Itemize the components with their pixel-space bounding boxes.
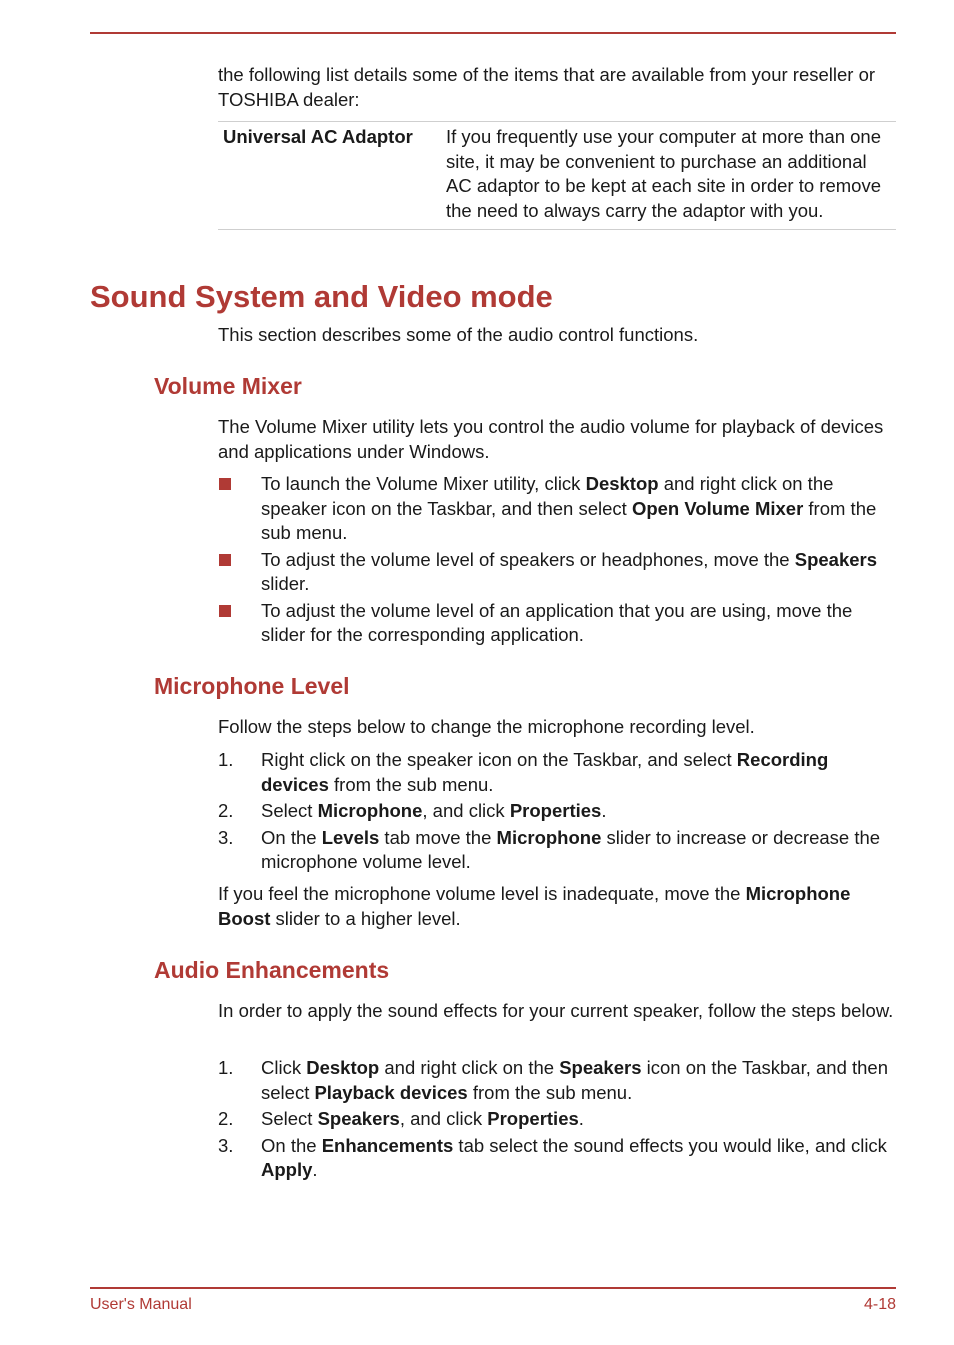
- step-text: [261, 1057, 888, 1103]
- bold-term: Properties: [487, 1108, 579, 1129]
- step-text: [261, 827, 880, 873]
- section-title: Sound System and Video mode: [90, 279, 553, 314]
- section-intro: This section describes some of the audio control functions.: [218, 324, 699, 345]
- list-item: [218, 1107, 896, 1132]
- audio-enhancements-steps: [218, 1056, 896, 1185]
- bullet-square-icon: [219, 605, 231, 617]
- text-run: , and click: [422, 800, 510, 821]
- text-run: .: [601, 800, 607, 821]
- intro-paragraph: the following list details some of the items that are available from your reseller or TOSHIBA dealer:: [218, 64, 876, 110]
- bold-term: Microphone: [317, 800, 423, 821]
- volume-mixer-heading: Volume Mixer: [154, 373, 302, 399]
- microphone-level-body: Follow the steps below to change the microphone recording level.: [218, 716, 755, 737]
- list-item: [218, 799, 896, 824]
- header-rule: [90, 32, 896, 34]
- step-number: 3.: [218, 1134, 234, 1156]
- bold-term: Properties: [509, 800, 602, 821]
- audio-enhancements-body: In order to apply the sound effects for your current speaker, follow the steps below.: [218, 1000, 894, 1021]
- microphone-boost-note: [218, 882, 896, 931]
- text-run: Select: [261, 800, 318, 821]
- audio-enhancements-heading: Audio Enhancements: [154, 957, 390, 983]
- footer-rule: [90, 1287, 896, 1289]
- text-run: from the sub menu.: [328, 773, 494, 795]
- microphone-level-steps: [218, 748, 896, 877]
- step-number: 2.: [218, 1108, 234, 1129]
- list-item: [218, 826, 896, 875]
- bold-term: Desktop: [585, 473, 659, 494]
- microphone-level-heading: Microphone Level: [154, 673, 350, 699]
- bold-term: Microphone: [496, 826, 602, 848]
- step-text: [261, 749, 828, 795]
- text-run: On the: [261, 1134, 322, 1156]
- text-run: , and click: [399, 1108, 488, 1129]
- list-item: [218, 599, 896, 648]
- bold-term: Microphone Boost: [218, 883, 851, 929]
- text-run: and right click on the speaker icon on the Taskbar, and then select: [261, 473, 834, 519]
- text-run: icon on the Taskbar, and then select: [261, 1057, 889, 1103]
- volume-mixer-body: The Volume Mixer utility lets you control the audio volume for playback of devices and applications under Windows.: [218, 416, 884, 462]
- bold-term: Playback devices: [314, 1081, 468, 1103]
- text-run: To launch the Volume Mixer utility, click: [261, 473, 586, 494]
- step-number: 2.: [218, 800, 234, 821]
- bold-term: Speakers: [559, 1057, 642, 1078]
- text-run: from the sub menu.: [467, 1081, 633, 1103]
- list-item: [218, 548, 896, 597]
- bullet-square-icon: [219, 478, 231, 490]
- text-run: If you feel the microphone volume level is inadequate, move the: [218, 883, 746, 904]
- text-run: .: [578, 1108, 584, 1129]
- bold-term: Open Volume Mixer: [631, 497, 804, 519]
- text-run: Click: [261, 1057, 307, 1078]
- text-run: tab select the sound effects you would like, and click: [453, 1134, 887, 1156]
- bold-term: Recording devices: [261, 749, 829, 795]
- list-item: [218, 748, 896, 797]
- volume-mixer-bullets: [218, 472, 896, 650]
- text-run: On the: [261, 826, 322, 848]
- text-run: slider.: [261, 573, 310, 594]
- list-item: [218, 472, 896, 546]
- bold-term: Enhancements: [321, 1134, 454, 1156]
- list-item: [218, 1134, 896, 1183]
- bold-term: Levels: [321, 826, 380, 848]
- step-number: 3.: [218, 826, 234, 848]
- step-text: [261, 1108, 584, 1129]
- bullet-square-icon: [219, 554, 231, 566]
- footer-manual-title: User's Manual: [90, 1296, 192, 1313]
- step-number: 1.: [218, 749, 234, 770]
- text-run: tab move the: [379, 826, 497, 848]
- accessory-table: [218, 121, 896, 230]
- step-text: [261, 1135, 887, 1181]
- footer-page-number: 4-18: [863, 1296, 896, 1313]
- text-run: and right click on the: [379, 1057, 560, 1078]
- bullet-text: [261, 549, 877, 595]
- text-run: Select: [261, 1108, 318, 1129]
- text-run: To adjust the volume level of an application that you are using, move the slider for the corresponding application.: [261, 599, 853, 645]
- bold-term: Speakers: [317, 1108, 400, 1129]
- bold-term: Speakers: [794, 548, 878, 570]
- text-run: Right click on the speaker icon on the Taskbar, and select: [261, 749, 737, 770]
- bold-term: Apply: [261, 1159, 313, 1180]
- list-item: [218, 1056, 896, 1105]
- text-run: slider to a higher level.: [270, 907, 461, 929]
- step-text: [261, 800, 606, 821]
- step-number: 1.: [218, 1057, 234, 1078]
- text-run: To adjust the volume level of speakers or headphones, move the: [261, 548, 795, 570]
- table-row: [218, 125, 896, 223]
- table-term: Universal AC Adaptor: [223, 126, 413, 147]
- text-run: from the sub menu.: [261, 497, 877, 543]
- bullet-text: [261, 473, 876, 543]
- table-description: If you frequently use your computer at more than one site, it may be convenient to purchase an additional AC adaptor to be kept at each site in order to remove the need to always carry the adaptor with you.: [446, 126, 881, 221]
- bullet-text: [261, 600, 852, 646]
- text-run: .: [312, 1159, 318, 1180]
- text-run: slider to increase or decrease the microphone volume level.: [261, 826, 881, 872]
- bold-term: Desktop: [306, 1057, 380, 1078]
